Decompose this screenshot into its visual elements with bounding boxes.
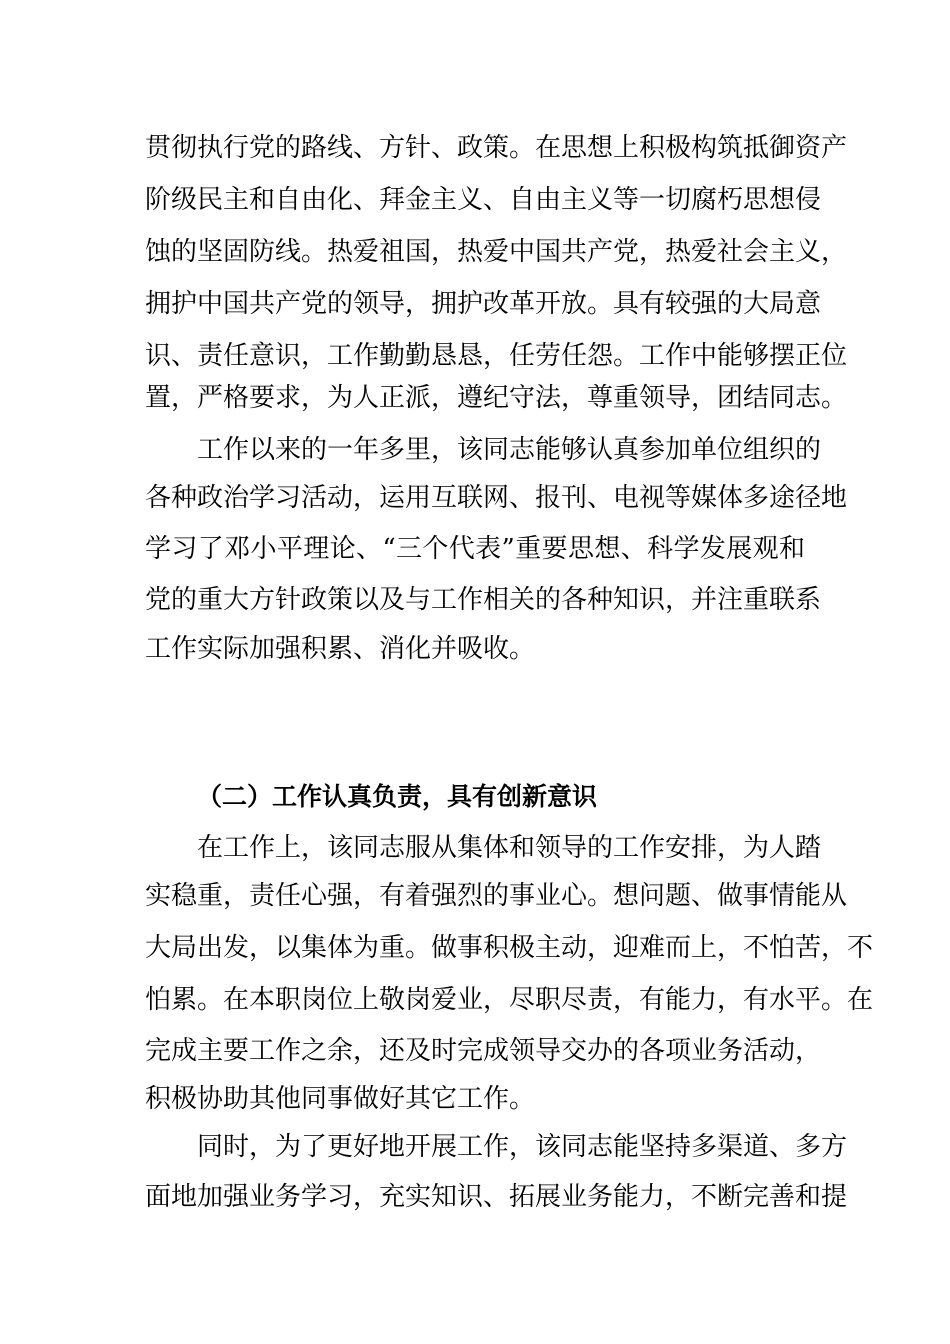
text-line: 阶级民主和自由化、拜金主义、自由主义等一切腐朽思想侵 <box>145 185 822 215</box>
text-line: 拥护中国共产党的领导，拥护改革开放。具有较强的大局意 <box>145 289 822 319</box>
text-line: 怕累。在本职岗位上敬岗爱业，尽职尽责，有能力，有水平。在 <box>145 985 874 1015</box>
text-line: 大局出发，以集体为重。做事积极主动，迎难而上，不怕苦，不 <box>145 933 874 963</box>
text-line: 工作以来的一年多里，该同志能够认真参加单位组织的 <box>197 435 822 465</box>
text-line: 置，严格要求，为人正派，遵纪守法，尊重领导，团结同志。 <box>145 383 848 413</box>
text-line: 各种政治学习活动，运用互联网、报刊、电视等媒体多途径地 <box>145 483 848 513</box>
section-heading: （二）工作认真负责，具有创新意识 <box>197 782 598 811</box>
text-line: 识、责任意识，工作勤勤恳恳，任劳任怨。工作中能够摆正位 <box>145 341 848 371</box>
text-line: 实稳重，责任心强，有着强烈的事业心。想问题、做事情能从 <box>145 881 848 911</box>
text-line: 完成主要工作之余，还及时完成领导交办的各项业务活动， <box>145 1036 822 1066</box>
text-line: 积极协助其他同事做好其它工作。 <box>145 1084 536 1114</box>
text-line: 蚀的坚固防线。热爱祖国，热爱中国共产党，热爱社会主义， <box>145 237 848 267</box>
text-line: 党的重大方针政策以及与工作相关的各种知识，并注重联系 <box>145 585 822 615</box>
text-line: 工作实际加强积累、消化并吸收。 <box>145 634 536 664</box>
text-line: 同时，为了更好地开展工作，该同志能坚持多渠道、多方 <box>197 1132 848 1162</box>
text-line: 面地加强业务学习，充实知识、拓展业务能力，不断完善和提 <box>145 1182 848 1212</box>
text-line: 在工作上，该同志服从集体和领导的工作安排，为人踏 <box>197 833 822 863</box>
text-line: 学习了邓小平理论、“三个代表”重要思想、科学发展观和 <box>145 534 805 564</box>
text-line: 贯彻执行党的路线、方针、政策。在思想上积极构筑抵御资产 <box>145 133 848 163</box>
